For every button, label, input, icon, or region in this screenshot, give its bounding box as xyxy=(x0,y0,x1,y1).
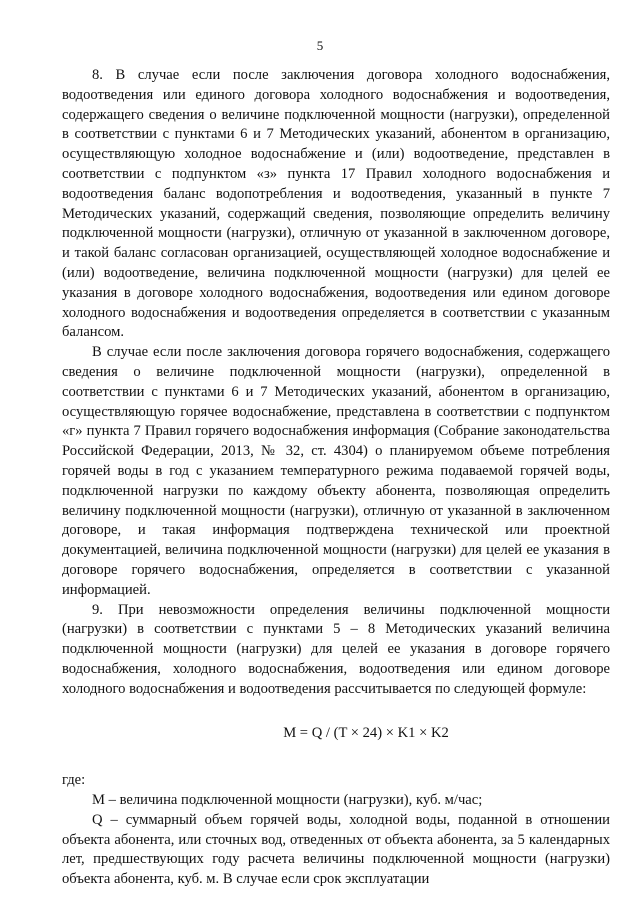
formula: M = Q / (T × 24) × K1 × K2 xyxy=(283,724,449,741)
where-label: где: xyxy=(62,772,86,789)
paragraph-9: 9. При невозможности определения величины подключенной мощности (нагрузки) в соответствии с пунктами 5 – 8 Методических указаний величина подключенной мощности (нагрузки) для целей ее указания в договоре горячего водоснабжения, холодного водоснабжения, водоотведения или едином договоре холодного водоснабжения и водоотведения рассчитывается по следующей формуле: xyxy=(62,601,610,697)
paragraph-8-first: 8. В случае если после заключения договора холодного водоснабжения, водоотведения или единого договора холодного водоснабжения и водоотведения, содержащего сведения о величине подключенной мощности (нагрузки), определенной в соответствии с пунктами 6 и 7 Методических указаний, абонентом в организацию, осуществляющую холодное водоснабжение и (или) водоотведение, представлен в соответствии с подпунктом «з» пункта 17 Правил холодного водоснабжения и водоотведения баланс водопотребления и водоотведения, указанный в пункте 7 Методических указаний, содержащий сведения, позволяющие определить величину подключенной мощности (нагрузки), отличную от указанной в заключенном договоре, и такой баланс согласован организацией, осуществляющей холодное водоснабжение и (или) водоотведение, величина подключенной мощности (нагрузки) для целей ее указания в договоре холодного водоснабжения, водоотведения или едином договоре холодного водоснабжения и водоотведения определяется в соответствии с указанным балансом. xyxy=(62,67,610,341)
definition-q: Q – суммарный объем горячей воды, холодной воды, поданной в отношении объекта абонента, или сточных вод, отведенных от объекта абонента, за 5 календарных лет, предшествующих году расчета величины подключенной мощности (нагрузки) объекта абонента, куб. м. В случае если срок эксплуатации xyxy=(62,811,610,888)
paragraph-8-second: В случае если после заключения договора горячего водоснабжения, содержащего сведения о величине подключенной мощности (нагрузки), определенной в соответствии с пунктами 6 и 7 Методических указаний, абонентом в организацию, осуществляющую горячее водоснабжение, представлена в соответствии с подпунктом «г» пункта 7 Правил горячего водоснабжения информация (Собрание законодательства Российской Федерации, 2013, № 32, ст. 4304) о планируемом объеме потребления горячей воды в год с указанием температурного режима подаваемой горячей воды, подключенной нагрузки по каждому объекту абонента, позволяющая определить величину подключенной мощности (нагрузки), отличную от указанной в заключенном договоре, и такая информация подтверждена технической или проектной документацией, величина подключенной мощности (нагрузки) для целей ее указания в договоре горячего водоснабжения, определяется в соответствии с указанной информацией. xyxy=(62,344,610,598)
page-number: 5 xyxy=(316,38,324,53)
document-body xyxy=(62,66,610,890)
definition-m: M – величина подключенной мощности (нагрузки), куб. м/час; xyxy=(92,792,483,809)
